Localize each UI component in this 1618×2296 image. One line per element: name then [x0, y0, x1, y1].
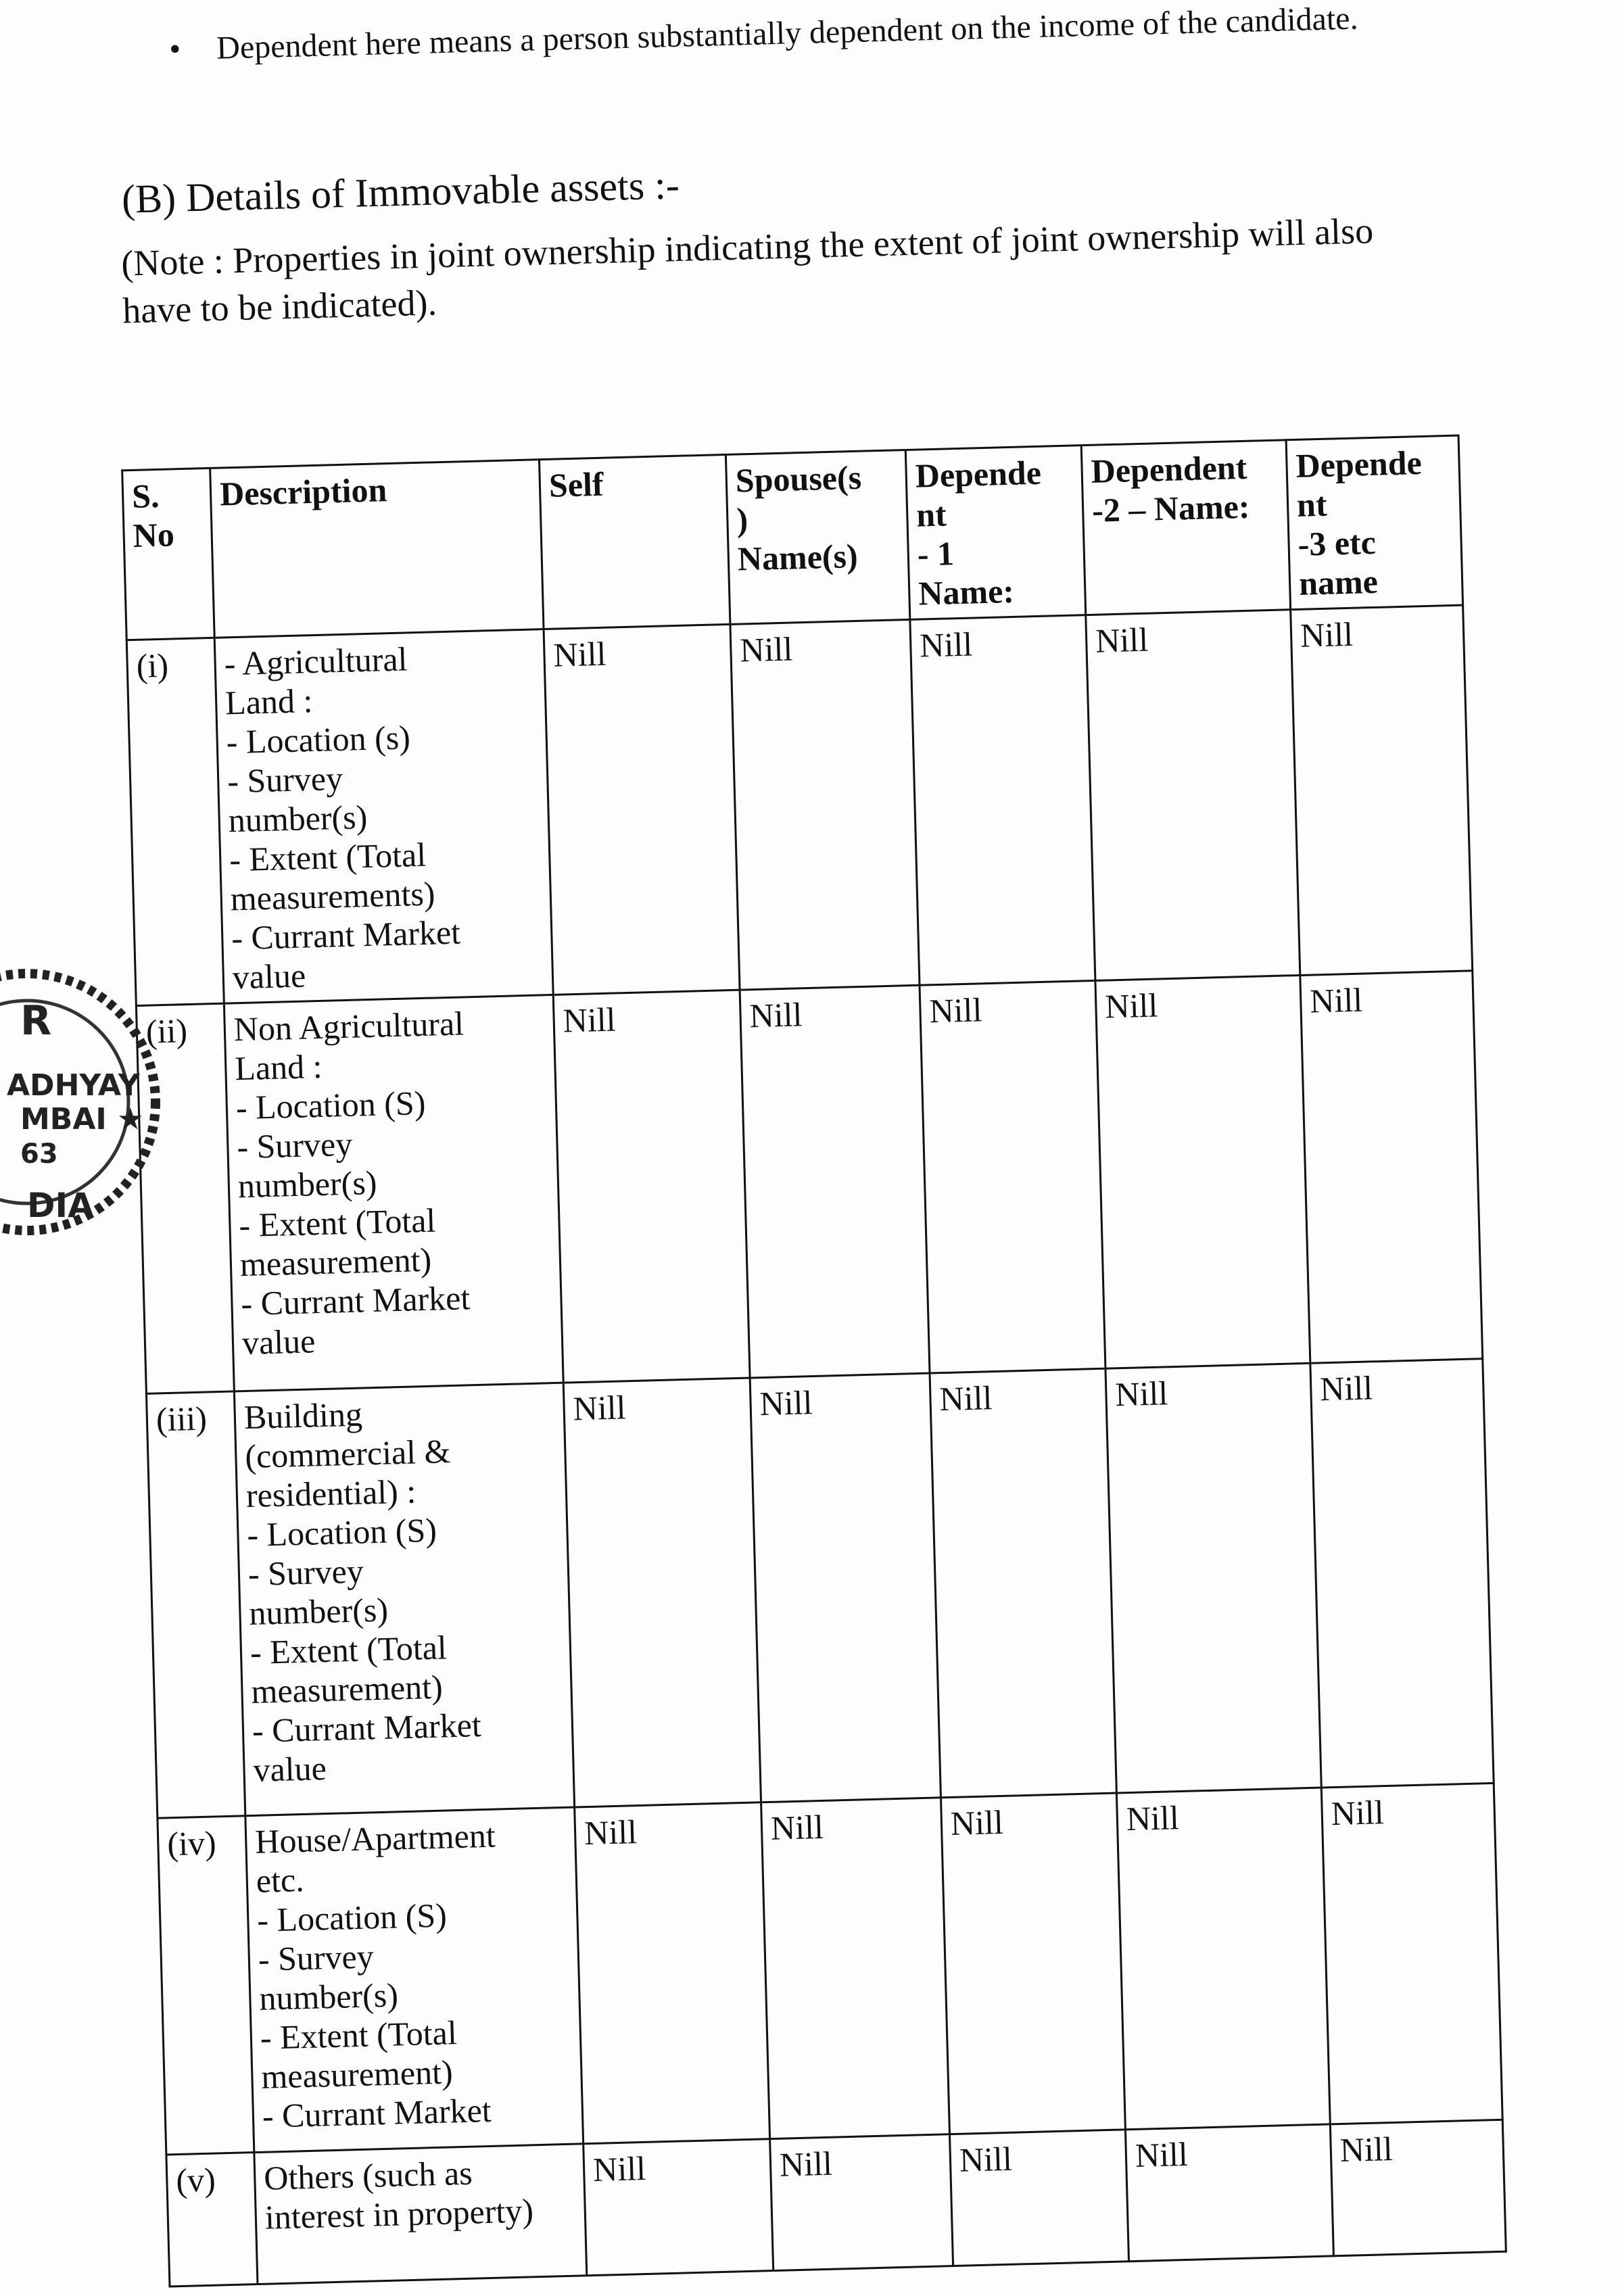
- value-dependent-3: Nill: [1330, 2120, 1506, 2256]
- value-dependent-1: Nill: [910, 615, 1095, 986]
- svg-text:DIA: DIA: [27, 1186, 94, 1225]
- svg-text:R: R: [20, 997, 52, 1045]
- immovable-assets-table: [121, 435, 1507, 2288]
- table-row: [158, 1783, 1502, 2155]
- row-description: Building (commercial & residential) : - Location (S) - Survey number(s) - Extent (Total measurement) - Currant Market value: [234, 1383, 574, 1816]
- header-dependent-3: Depende nt -3 etc name: [1286, 435, 1462, 610]
- value-dependent-2: Nill: [1095, 975, 1310, 1368]
- header-description: Description: [210, 460, 544, 638]
- table-header-row: [122, 435, 1463, 640]
- value-dependent-3: Nill: [1310, 1359, 1494, 1788]
- header-dependent-1: Depende nt - 1 Name:: [905, 446, 1085, 620]
- value-dependent-1: Nill: [930, 1368, 1116, 1798]
- svg-text:63: 63: [20, 1139, 58, 1170]
- official-seal-stamp: [0, 960, 169, 1244]
- row-description: House/Apartment etc. - Location (S) - Survey number(s) - Extent (Total measurement) - Currant Market: [245, 1807, 584, 2153]
- table-row: [126, 605, 1472, 1006]
- value-spouse: Nill: [740, 985, 930, 1378]
- value-dependent-3: Nill: [1291, 605, 1473, 975]
- value-dependent-3: Nill: [1300, 971, 1483, 1363]
- value-dependent-1: Nill: [920, 980, 1105, 1373]
- svg-text:ADHYAY: ADHYAY: [7, 1068, 140, 1103]
- value-self: Nill: [584, 2139, 774, 2276]
- header-self: Self: [539, 454, 730, 629]
- value-spouse: Nill: [730, 619, 920, 990]
- row-sno: (v): [166, 2153, 258, 2287]
- header-dependent-2: Dependent -2 – Name:: [1081, 440, 1290, 615]
- value-dependent-2: Nill: [1086, 610, 1300, 981]
- value-self: Nill: [544, 624, 740, 995]
- value-spouse: Nill: [750, 1373, 941, 1802]
- row-sno: (iii): [146, 1391, 245, 1818]
- row-description: Non Agricultural Land : - Location (S) - Survey number(s) - Extent (Total measurement) - Currant Market value: [224, 995, 563, 1391]
- bullet-icon: •: [168, 31, 181, 68]
- value-dependent-2: Nill: [1125, 2124, 1333, 2262]
- value-spouse: Nill: [770, 2134, 953, 2271]
- svg-text:MBAI ★: MBAI ★: [20, 1102, 144, 1137]
- header-spouse: Spouse(s ) Name(s): [725, 450, 909, 624]
- header-sno: S. No: [122, 468, 215, 640]
- dependent-definition-text: Dependent here means a person substantially dependent on the income of the candidate.: [216, 0, 1359, 66]
- table-row: [146, 1359, 1494, 1819]
- row-description: - Agricultural Land : - Location (s) - Survey number(s) - Extent (Total measurements) - Currant Market value: [214, 629, 553, 1004]
- value-dependent-2: Nill: [1105, 1363, 1321, 1793]
- value-self: Nill: [563, 1378, 761, 1807]
- value-dependent-2: Nill: [1116, 1788, 1330, 2130]
- row-sno: (i): [126, 638, 224, 1005]
- value-dependent-3: Nill: [1321, 1783, 1502, 2124]
- section-note: (Note : Properties in joint ownership indicating the extent of joint ownership will also have to be indicated).: [120, 210, 1374, 331]
- dependent-definition: [169, 0, 1387, 70]
- table-row: [136, 971, 1482, 1394]
- value-spouse: Nill: [761, 1798, 950, 2139]
- row-sno: (ii): [136, 1003, 234, 1393]
- value-dependent-1: Nill: [941, 1793, 1125, 2134]
- section-heading: (B) Details of Immovable assets :-: [121, 162, 680, 222]
- value-self: Nill: [553, 990, 750, 1383]
- row-description: Others (such as interest in property): [254, 2144, 587, 2285]
- row-sno: (iv): [158, 1816, 254, 2155]
- value-dependent-1: Nill: [950, 2130, 1129, 2266]
- value-self: Nill: [575, 1802, 770, 2144]
